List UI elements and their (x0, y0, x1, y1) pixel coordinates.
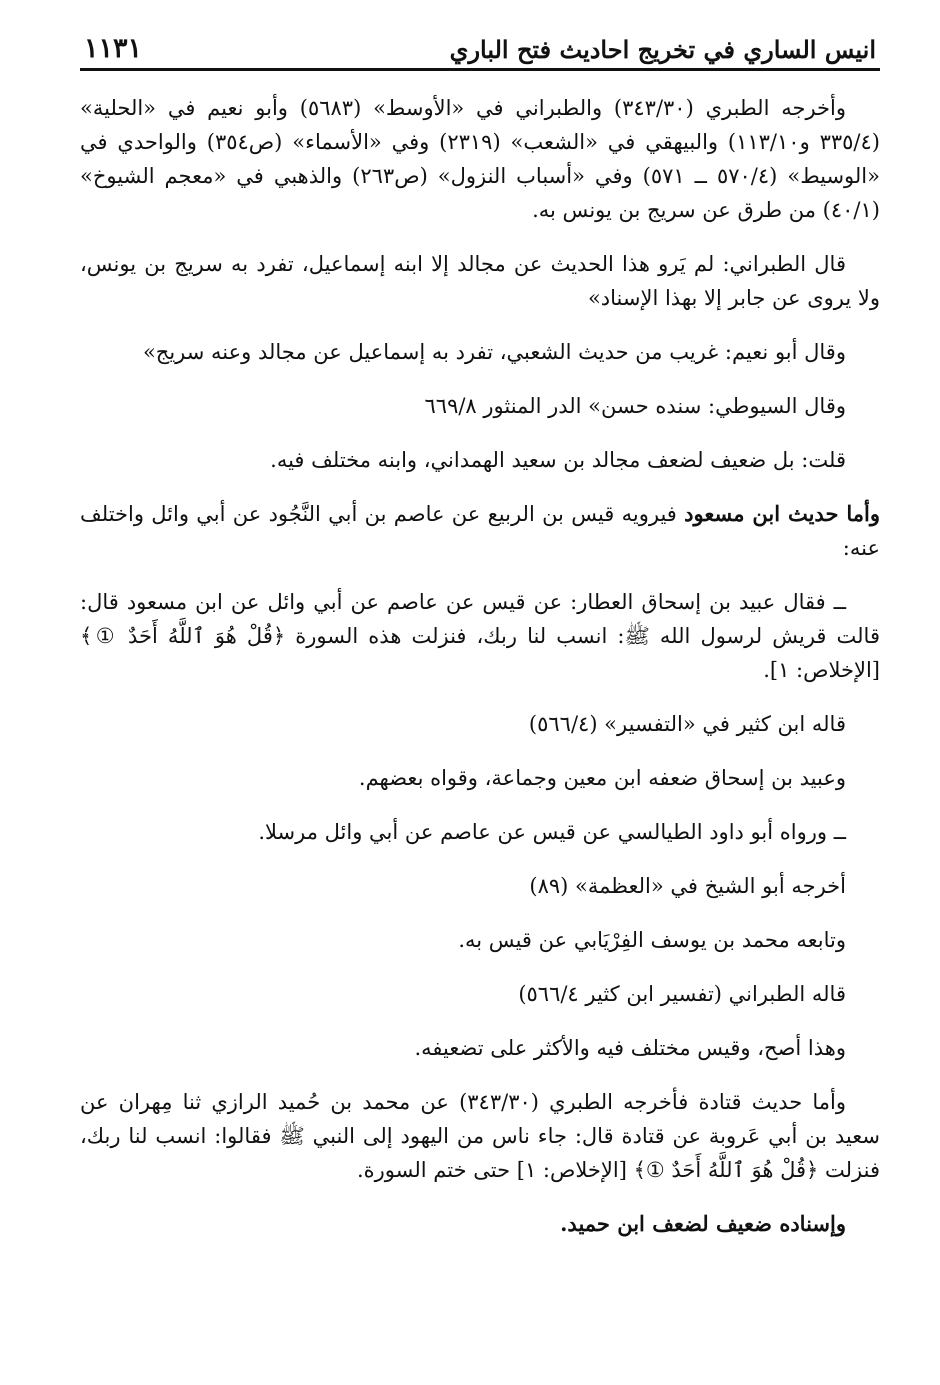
paragraph-ubayd-grading (80, 761, 880, 795)
page-header (80, 30, 880, 71)
paragraph-ibn-masud-hadith (80, 497, 880, 565)
paragraph-firyabi-mutaba (80, 923, 880, 957)
paragraph-text: قاله الطبراني (تفسير ابن كثير ٥٦٦/٤) (518, 982, 846, 1006)
paragraph-qatada-hadith (80, 1085, 880, 1187)
page-number: ١١٣١ (84, 33, 143, 64)
paragraph-text: قلت: بل ضعيف لضعف مجالد بن سعيد الهمداني، وابنه مختلف فيه. (270, 448, 846, 472)
paragraph-text: وأما حديث قتادة فأخرجه الطبري (٣٤٣/٣٠) عن محمد بن حُميد الرازي ثنا مِهران عن سعيد بن أبي عَروبة عن قتادة قال: جاء ناس من اليهود إلى النبي ﷺ فقالوا: انسب لنا ربك، فنزلت ﴿قُلْ هُوَ ٱللَّهُ أَحَدٌ ①﴾ [الإخلاص: ١] حتى ختم السورة. (80, 1090, 880, 1182)
paragraph-suyuti-comment (80, 389, 880, 423)
paragraph-text: وقال أبو نعيم: غريب من حديث الشعبي، تفرد به إسماعيل عن مجالد وعنه سريج» (142, 340, 846, 364)
paragraph-text: وأخرجه الطبري (٣٤٣/٣٠) والطبراني في «الأوسط» (٥٦٨٣) وأبو نعيم في «الحلية» (٣٣٥/٤ و١١٣/١٠) والبيهقي في «الشعب» (٢٣١٩) وفي «الأسماء» (ص٣٥٤) والواحدي في «الوسيط» (٥٧٠/٤ ــ ٥٧١) وفي «أسباب النزول» (ص٢٦٣) والذهبي في «معجم الشيوخ» (٤٠/١) من طرق عن سريج بن يونس به. (80, 96, 880, 222)
paragraph-qays-grading (80, 1031, 880, 1065)
paragraph-ubayd-narration (80, 585, 880, 687)
paragraph-text: وقال السيوطي: سنده حسن» الدر المنثور ٦٦٩/٨ (424, 394, 846, 418)
paragraph-lead: وأما حديث ابن مسعود (684, 501, 880, 526)
running-title: انيس الساري في تخريج احاديث فتح الباري (449, 35, 876, 64)
paragraph-text: قال الطبراني: لم يَرو هذا الحديث عن مجالد إلا ابنه إسماعيل، تفرد به سريج بن يونس، ولا يروى عن جابر إلا بهذا الإسناد» (80, 252, 880, 310)
paragraph-text: وعبيد بن إسحاق ضعفه ابن معين وجماعة، وقواه بعضهم. (358, 766, 846, 790)
paragraph-isnad-verdict (80, 1207, 880, 1241)
paragraph-tayalisi-narration (80, 815, 880, 849)
paragraph-author-verdict (80, 443, 880, 477)
paragraph-text: ــ ورواه أبو داود الطيالسي عن قيس عن عاصم عن أبي وائل مرسلا. (258, 820, 846, 844)
paragraph-text: ــ فقال عبيد بن إسحاق العطار: عن قيس عن عاصم عن أبي وائل عن ابن مسعود قال: قالت قريش لرسول الله ﷺ: انسب لنا ربك، فنزلت هذه السورة ﴿قُلْ هُوَ ٱللَّهُ أَحَدٌ ①﴾ [الإخلاص: ١]. (80, 590, 880, 682)
paragraph-ibn-kathir-ref (80, 707, 880, 741)
paragraph-tabarani-ref (80, 977, 880, 1011)
paragraph-tabarani-comment (80, 247, 880, 315)
paragraph-text: أخرجه أبو الشيخ في «العظمة» (٨٩) (529, 874, 846, 898)
paragraph-abu-nuaym-comment (80, 335, 880, 369)
paragraph-text: قاله ابن كثير في «التفسير» (٥٦٦/٤) (528, 712, 846, 736)
paragraph-text: فيرويه قيس بن الربيع عن عاصم بن أبي النَّجُود عن أبي وائل واختلف عنه: (80, 502, 880, 560)
paragraph-text: وهذا أصح، وقيس مختلف فيه والأكثر على تضعيفه. (414, 1036, 846, 1060)
paragraph-abu-shaykh-ref (80, 869, 880, 903)
paragraph-text: وإسناده ضعيف لضعف ابن حميد. (560, 1211, 846, 1236)
page-body (80, 91, 880, 1241)
paragraph-text: وتابعه محمد بن يوسف الفِرْيَابي عن قيس به. (458, 928, 846, 952)
paragraph-takhrij-tabari (80, 91, 880, 227)
